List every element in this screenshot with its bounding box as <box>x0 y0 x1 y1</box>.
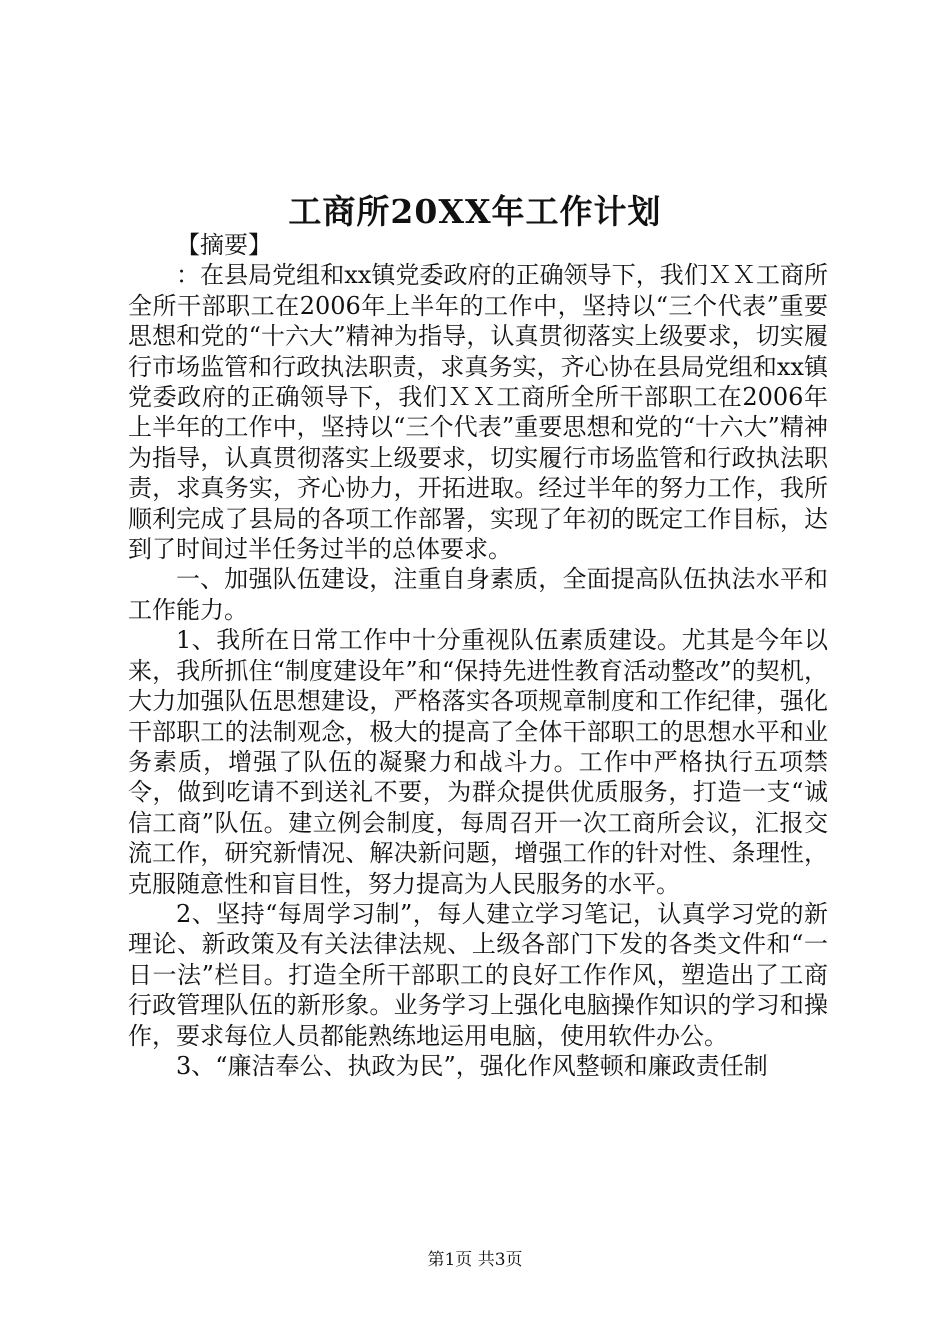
page-footer: 第1页 共3页 <box>427 1250 523 1270</box>
document-body <box>128 230 828 1081</box>
paragraph-item-1: 1、我所在日常工作中十分重视队伍素质建设。尤其是今年以来，我所抓住“制度建设年”和“保持先进性教育活动整改”的契机，大力加强队伍思想建设，严格落实各项规章制度和工作纪律，强化干部职工的法制观念，极大的提高了全体干部职工的思想水平和业务素质，增强了队伍的凝聚力和战斗力。工作中严格执行五项禁令，做到吃请不到送礼不要，为群众提供优质服务，打造一支“诚信工商”队伍。建立例会制度，每周召开一次工商所会议，汇报交流工作，研究新情况、解决新问题，增强工作的针对性、条理性，克服随意性和盲目性，努力提高为人民服务的水平。 <box>128 626 828 898</box>
paragraph-abstract: ：在县局党组和xx镇党委政府的正确领导下，我们ＸＸ工商所全所干部职工在2006年上半年的工作中，坚持以“三个代表”重要思想和党的“十六大”精神为指导，认真贯彻落实上级要求，切实履行市场监管和行政执法职责，求真务实，齐心协在县局党组和xx镇党委政府的正确领导下，我们ＸＸ工商所全所干部职工在2006年上半年的工作中，坚持以“三个代表”重要思想和党的“十六大”精神为指导，认真贯彻落实上级要求，切实履行市场监管和行政执法职责，求真务实，齐心协力，开拓进取。经过半年的努力工作，我所顺利完成了县局的各项工作部署，实现了年初的既定工作目标，达到了时间过半任务过半的总体要求。 <box>128 261 828 564</box>
document-title: 工商所20XX年工作计划 <box>288 192 662 231</box>
paragraph-item-3: 3、“廉洁奉公、执政为民”，强化作风整顿和廉政责任制 <box>176 1051 768 1080</box>
paragraph-section-1: 一、加强队伍建设，注重自身素质，全面提高队伍执法水平和工作能力。 <box>128 565 828 624</box>
abstract-label: 【摘要】 <box>176 231 272 259</box>
paragraph-item-2: 2、坚持“每周学习制”，每人建立学习笔记，认真学习党的新理论、新政策及有关法律法规、上级各部门下发的各类文件和“一日一法”栏目。打造全所干部职工的良好工作作风，塑造出了工商行政管理队伍的新形象。业务学习上强化电脑操作知识的学习和操作，要求每位人员都能熟练地运用电脑，使用软件办公。 <box>128 899 828 1050</box>
